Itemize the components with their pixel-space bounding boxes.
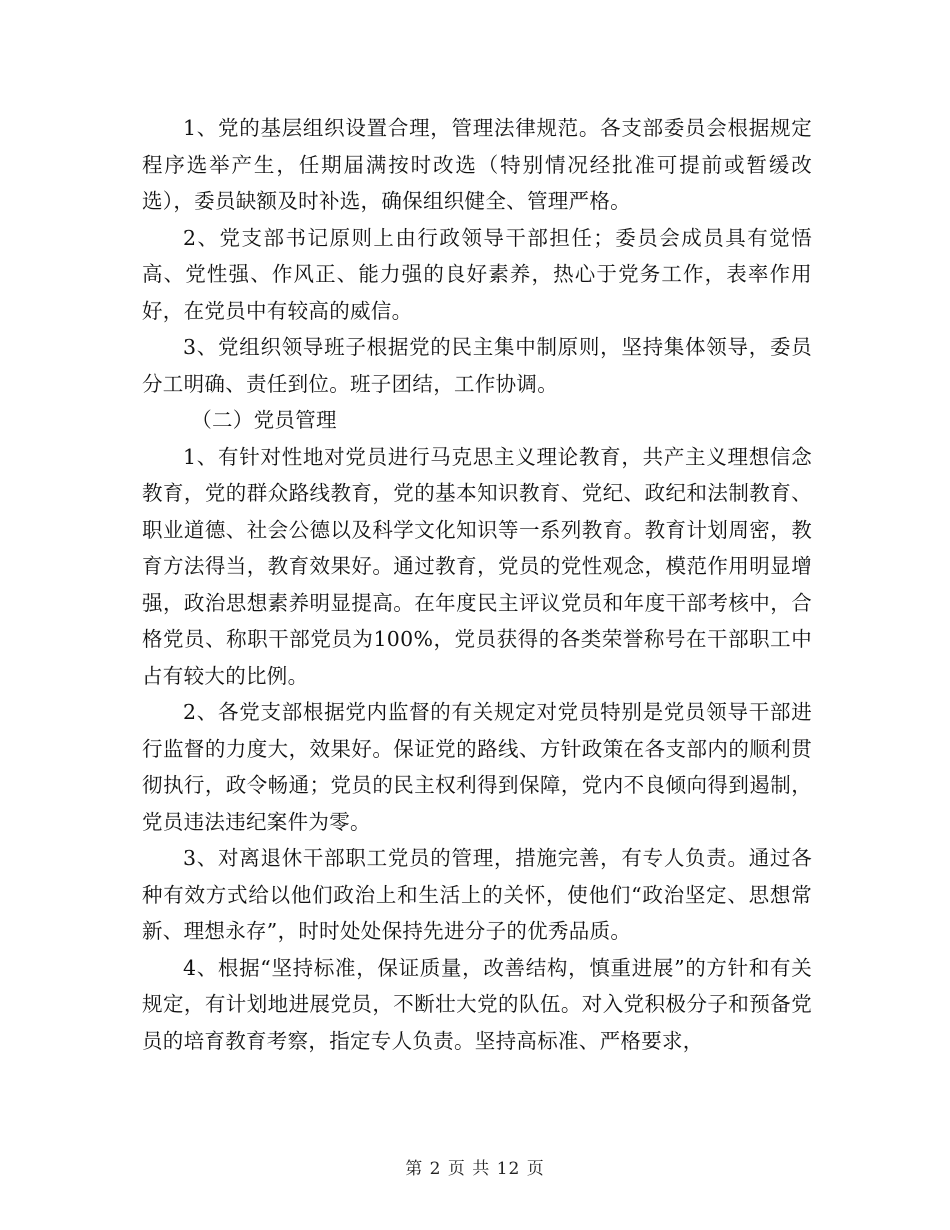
document-body xyxy=(142,110,812,1059)
page-footer: 第 2 页 共 12 页 xyxy=(405,1159,545,1179)
paragraph-7: 4、根据“坚持标准，保证质量，改善结构，慎重进展”的方针和有关规定，有计划地进展党员，不断壮大党的队伍。对入党积极分子和预备党员的培育教育考察，指定专人负责。坚持高标准、严格要求， xyxy=(142,955,812,1053)
paragraph-4: 1、有针对性地对党员进行马克思主义理论教育，共产主义理想信念教育，党的群众路线教育，党的基本知识教育、党纪、政纪和法制教育、职业道德、社会公德以及科学文化知识等一系列教育。教育计划周密，教育方法得当，教育效果好。通过教育，党员的党性观念，模范作用明显增强，政治思想素养明显提高。在年度民主评议党员和年度干部考核中，合格党员、称职干部党员为100%，党员获得的各类荣誉称号在干部职工中占有较大的比例。 xyxy=(142,444,812,688)
paragraph-1: 1、党的基层组织设置合理，管理法律规范。各支部委员会根据规定程序选举产生，任期届满按时改选（特别情况经批准可提前或暂缓改选），委员缺额及时补选，确保组织健全、管理严格。 xyxy=(142,116,812,213)
paragraph-2: 2、党支部书记原则上由行政领导干部担任；委员会成员具有觉悟高、党性强、作风正、能力强的良好素养，热心于党务工作，表率作用好，在党员中有较高的威信。 xyxy=(142,225,812,323)
section-heading: （二）党员管理 xyxy=(191,408,337,432)
paragraph-5: 2、各党支部根据党内监督的有关规定对党员特别是党员领导干部进行监督的力度大，效果好。保证党的路线、方针政策在各支部内的顺利贯彻执行，政令畅通；党员的民主权利得到保障，党内不良倾向得到遏制，党员违法违纪案件为零。 xyxy=(142,700,812,834)
paragraph-6: 3、对离退休干部职工党员的管理，措施完善，有专人负责。通过各种有效方式给以他们政治上和生活上的关怀，使他们“政治坚定、思想常新、理想永存”，时时处处保持先进分子的优秀品质。 xyxy=(142,846,812,943)
paragraph-3: 3、党组织领导班子根据党的民主集中制原则，坚持集体领导，委员分工明确、责任到位。班子团结，工作协调。 xyxy=(142,335,812,396)
